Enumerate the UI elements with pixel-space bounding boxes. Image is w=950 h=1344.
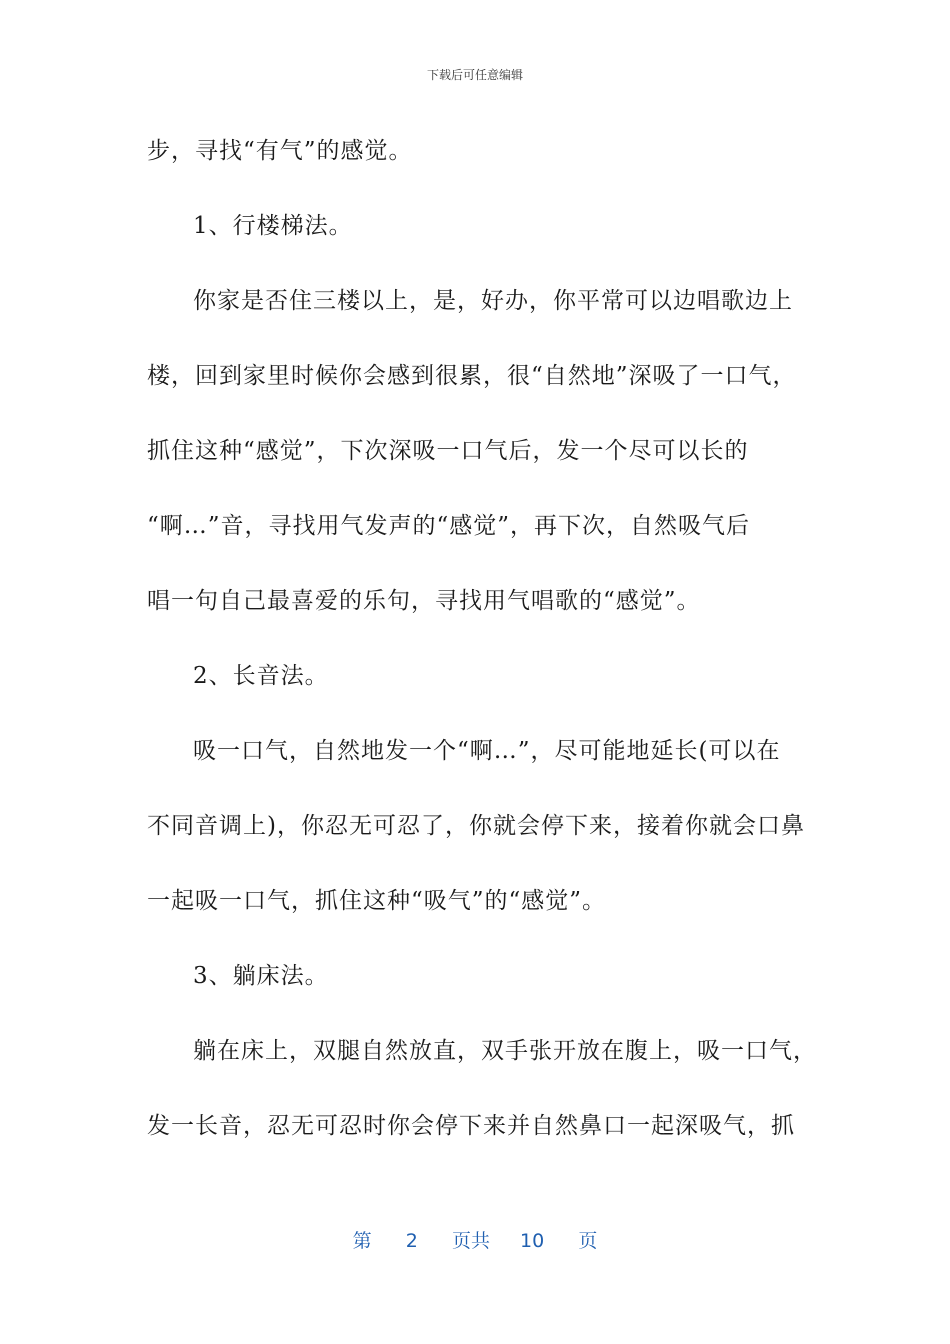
footer-middle: 页共 bbox=[451, 1230, 490, 1252]
text-line: 抓住这种“感觉”，下次深吸一口气后，发一个尽可以长的 bbox=[147, 438, 749, 464]
text-line: 你家是否住三楼以上，是，好办，你平常可以边唱歌边上 bbox=[193, 288, 793, 314]
page-header: 下载后可任意编辑 bbox=[426, 68, 523, 82]
text-line: 吸一口气，自然地发一个“啊…”，尽可能地延长(可以在 bbox=[193, 738, 781, 764]
text-line: 步，寻找“有气”的感觉。 bbox=[147, 138, 413, 164]
section-heading: 1、行楼梯法。 bbox=[193, 213, 353, 239]
text-line: 躺在床上，双腿自然放直，双手张开放在腹上，吸一口气， bbox=[193, 1038, 817, 1064]
page-footer bbox=[0, 1226, 950, 1253]
text-line: 楼，回到家里时候你会感到很累，很“自然地”深吸了一口气， bbox=[147, 363, 797, 389]
text-line: “啊…”音，寻找用气发声的“感觉”，再下次，自然吸气后 bbox=[147, 513, 751, 539]
text-line: 不同音调上)，你忍无可忍了，你就会停下来，接着你就会口鼻 bbox=[147, 813, 805, 839]
current-page-number: 2 bbox=[405, 1230, 418, 1252]
text-line: 唱一句自己最喜爱的乐句，寻找用气唱歌的“感觉”。 bbox=[147, 588, 701, 614]
footer-prefix: 第 bbox=[352, 1230, 372, 1252]
footer-suffix: 页 bbox=[578, 1230, 598, 1252]
section-heading: 3、躺床法。 bbox=[193, 963, 329, 989]
section-heading: 2、长音法。 bbox=[193, 663, 329, 689]
total-pages-number: 10 bbox=[520, 1230, 545, 1252]
text-line: 一起吸一口气，抓住这种“吸气”的“感觉”。 bbox=[147, 888, 607, 914]
text-line: 发一长音，忍无可忍时你会停下来并自然鼻口一起深吸气，抓 bbox=[147, 1113, 795, 1139]
